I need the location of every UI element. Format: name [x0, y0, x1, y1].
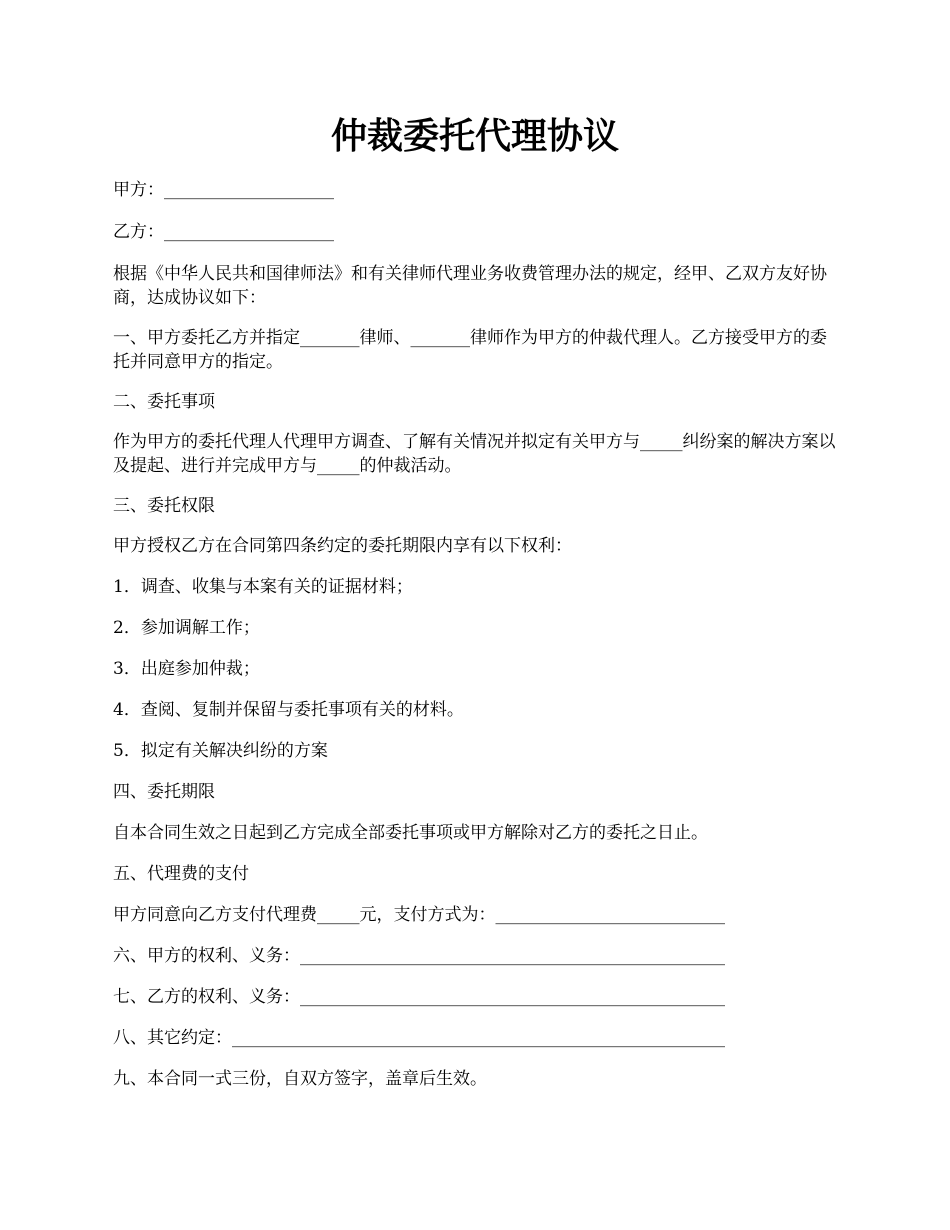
document-title: 仲裁委托代理协议: [330, 115, 619, 157]
party-b-line: 乙方：____________________: [113, 222, 334, 242]
right-item-4: 4．查阅、复制并保留与委托事项有关的材料。: [113, 700, 464, 720]
party-a-line: 甲方：____________________: [113, 180, 334, 200]
clause-9: 九、本合同一式三份，自双方签字，盖章后生效。: [113, 1069, 487, 1089]
right-item-5: 5．拟定有关解决纠纷的方案: [113, 741, 328, 761]
heading-entrusted-matters: 二、委托事项: [113, 392, 215, 412]
heading-entrusted-authority: 三、委托权限: [113, 496, 215, 516]
clause-1: 一、甲方委托乙方并指定_______律师、_______律师作为甲方的仲裁代理人。乙方接受甲方的委托并同意甲方的指定。: [113, 328, 827, 372]
clause-6: 六、甲方的权利、义务：__________________________________________________: [113, 946, 725, 966]
intro-paragraph: 根据《中华人民共和国律师法》和有关律师代理业务收费管理办法的规定，经甲、乙双方友好协商，达成协议如下：: [113, 264, 827, 308]
right-item-2: 2．参加调解工作；: [113, 618, 260, 638]
right-item-1: 1．调查、收集与本案有关的证据材料；: [113, 577, 413, 597]
clause-3-intro: 甲方授权乙方在合同第四条约定的委托期限内享有以下权利：: [113, 536, 572, 556]
heading-entrusted-period: 四、委托期限: [113, 782, 215, 802]
document-body: [113, 178, 840, 1091]
heading-fee-payment: 五、代理费的支付: [113, 864, 249, 884]
right-item-3: 3．出庭参加仲裁；: [113, 659, 260, 679]
clause-5-text: 甲方同意向乙方支付代理费_____元，支付方式为：___________________________: [113, 905, 725, 925]
clause-2-text: 作为甲方的委托代理人代理甲方调查、了解有关情况并拟定有关甲方与_____纠纷案的解决方案以及提起、进行并完成甲方与_____的仲裁活动。: [113, 432, 836, 476]
clause-4-text: 自本合同生效之日起到乙方完成全部委托事项或甲方解除对乙方的委托之日止。: [113, 823, 708, 843]
clause-7: 七、乙方的权利、义务：__________________________________________________: [113, 987, 725, 1007]
clause-8: 八、其它约定：__________________________________________________________: [113, 1028, 725, 1048]
